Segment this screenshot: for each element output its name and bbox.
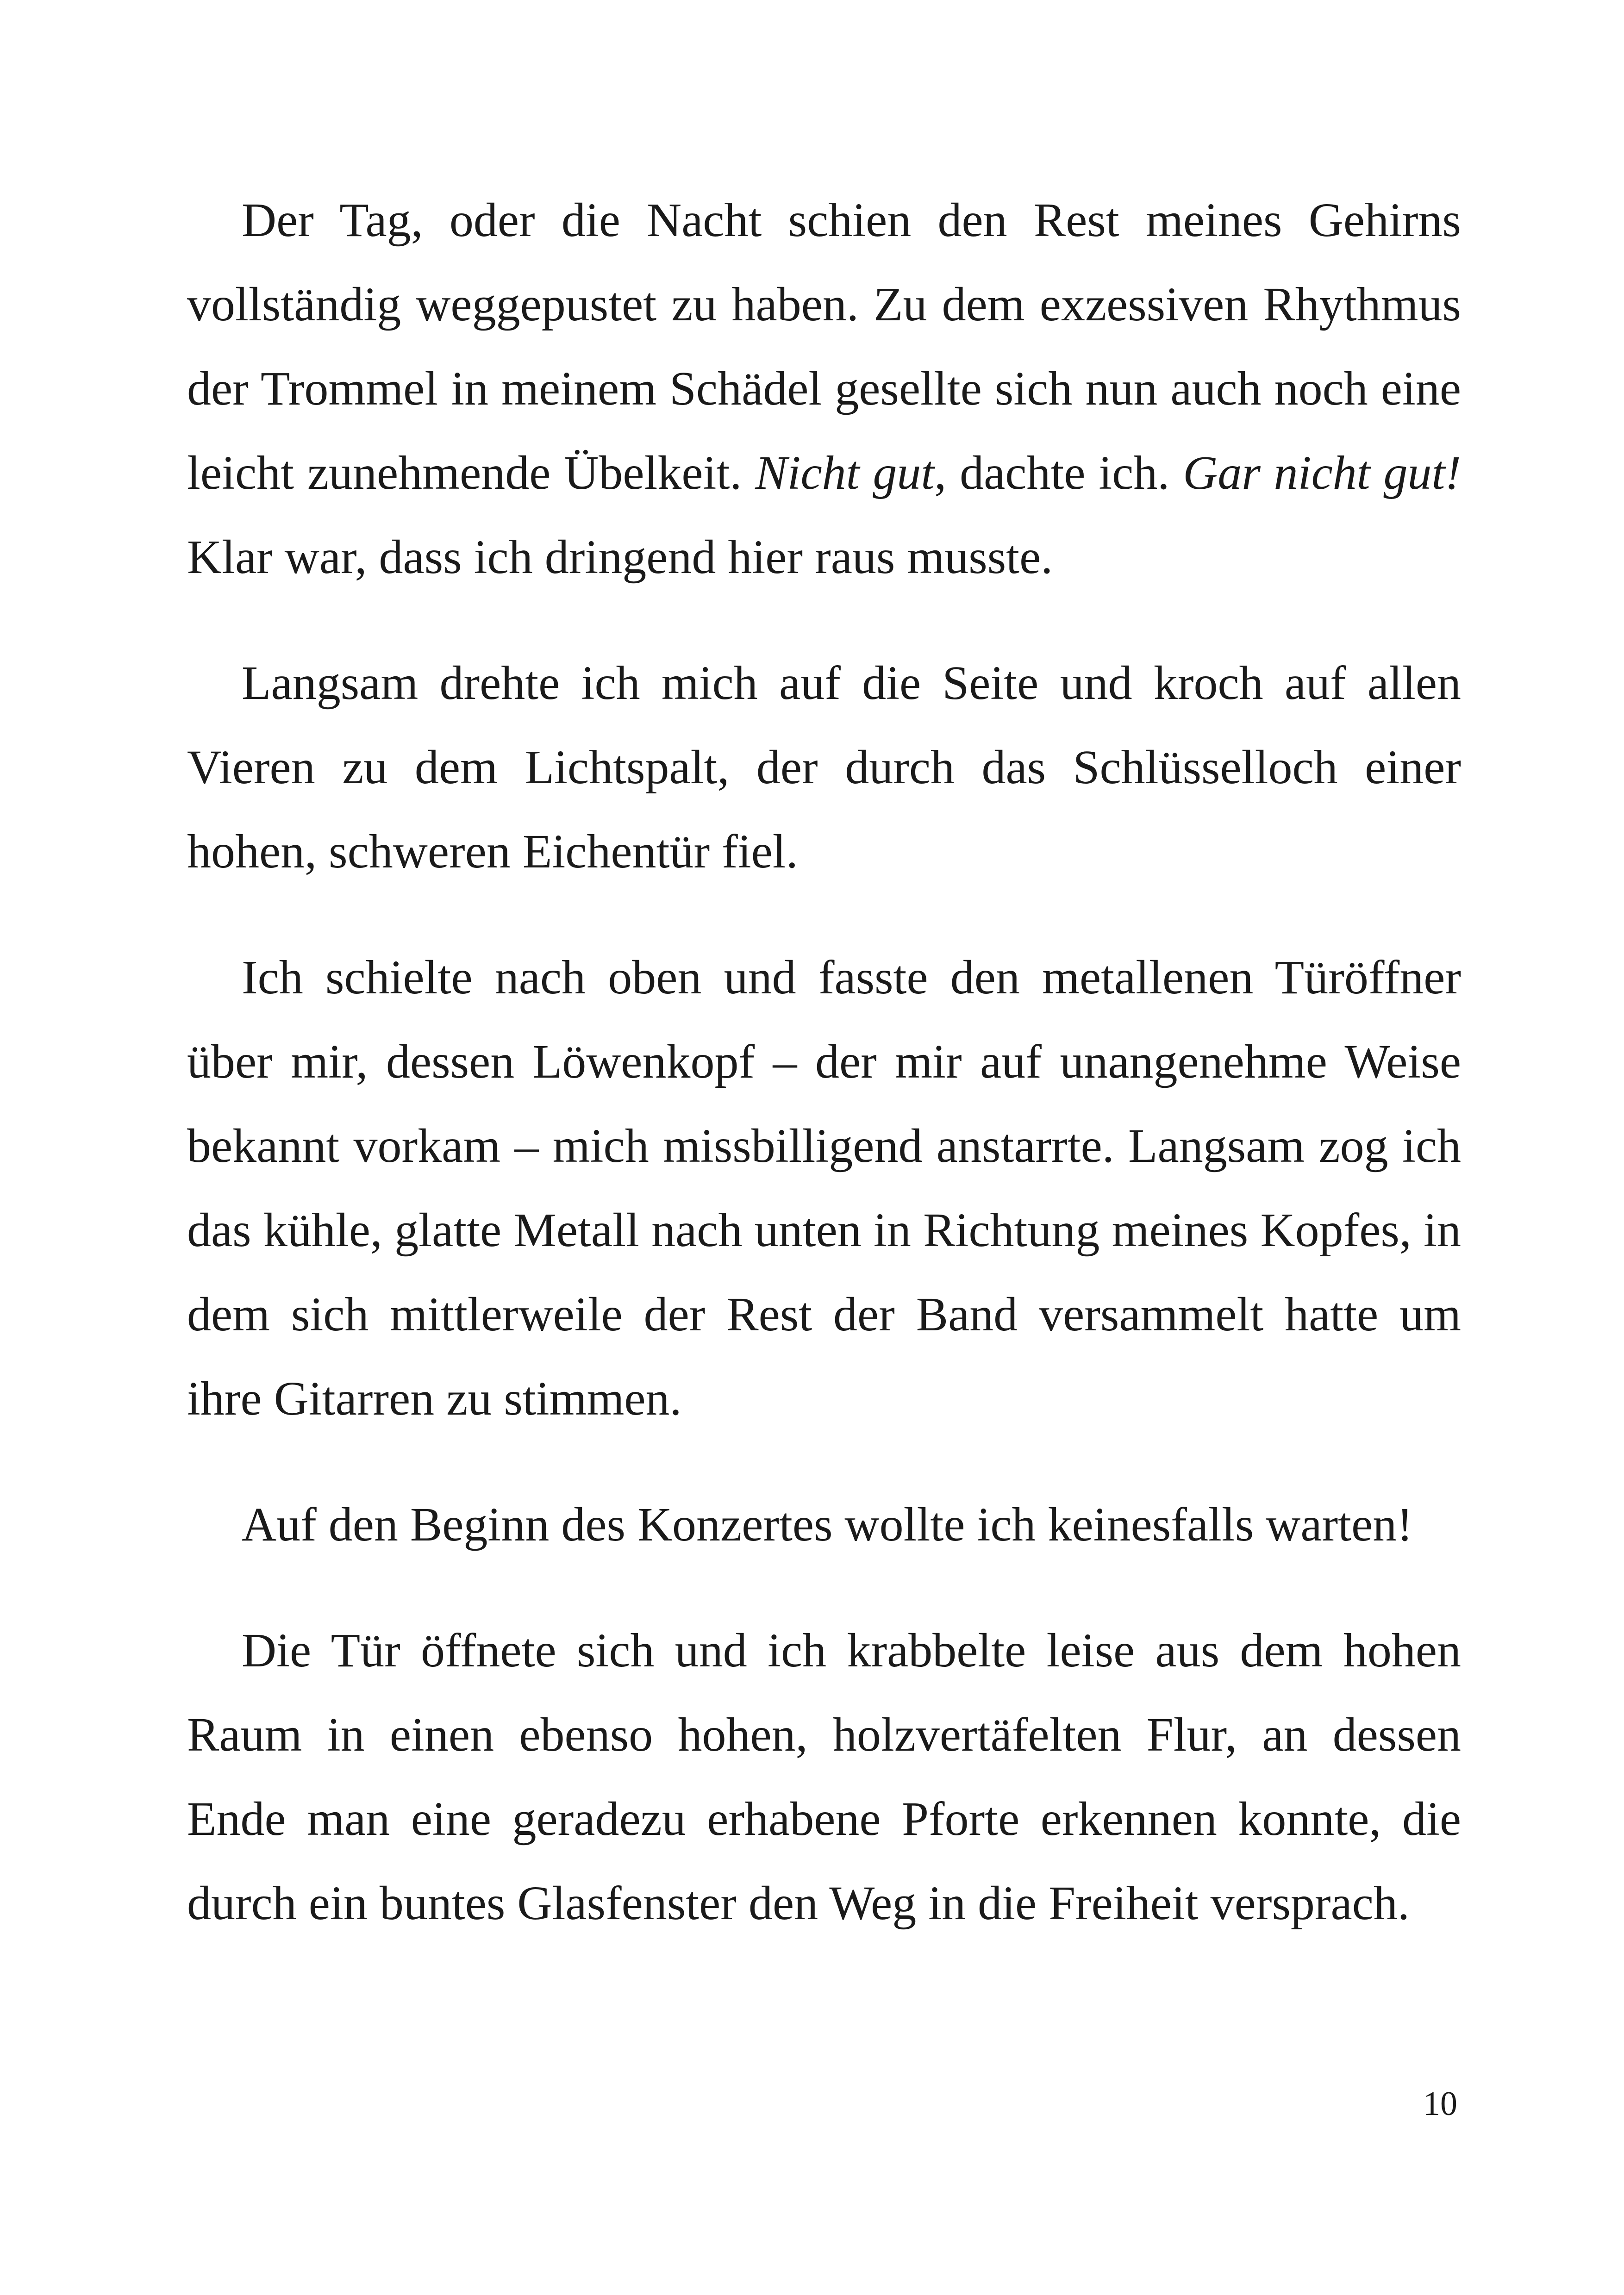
paragraph-1-text-3: Klar war, dass ich dringend hier raus musste. [187,530,1053,584]
page-number: 10 [1423,2085,1457,2123]
paragraph-1 [187,178,1461,599]
paragraph-5-text: Die Tür öffnete sich und ich krabbelte leise aus dem hohen Raum in einen ebenso hohen, holzvertäfelten Flur, an dessen Ende man eine geradezu erhabene Pforte erkennen konnte, die durch ein buntes Glasfenster den Weg in die Freiheit versprach. [187,1624,1461,1930]
paragraph-3-text: Ich schielte nach oben und fasste den metallenen Türöffner über mir, dessen Löwenkopf – der mir auf unangenehme Weise bekannt vorkam – mich missbilligend anstarrte. Langsam zog ich das kühle, glatte Metall nach unten in Richtung meines Kopfes, in dem sich mittlerweile der Rest der Band versammelt hatte um ihre Gitarren zu stimmen. [187,951,1461,1425]
paragraph-4 [187,1483,1461,1567]
paragraph-1-italic-gar-nicht-gut: Gar nicht gut! [1183,446,1461,499]
page-body [187,178,1461,1987]
paragraph-3 [187,935,1461,1441]
paragraph-2-text: Langsam drehte ich mich auf die Seite und kroch auf allen Vieren zu dem Lichtspalt, der durch das Schlüsselloch einer hohen, schweren Eichentür fiel. [187,656,1461,878]
paragraph-1-italic-nicht-gut: Nicht gut [755,446,935,499]
paragraph-2 [187,641,1461,894]
paragraph-1-text-1: Der Tag, oder die Nacht schien den Rest meines Gehirns vollständig weggepustet zu haben. Zu dem exzessiven Rhythmus der Trommel in meinem Schädel gesellte sich nun auch noch eine leicht zunehmende Übelkeit. [187,193,1461,499]
paragraph-4-text: Auf den Beginn des Konzertes wollte ich keinesfalls warten! [242,1498,1413,1551]
paragraph-5 [187,1609,1461,1946]
paragraph-1-text-2: , dachte ich. [934,446,1183,499]
